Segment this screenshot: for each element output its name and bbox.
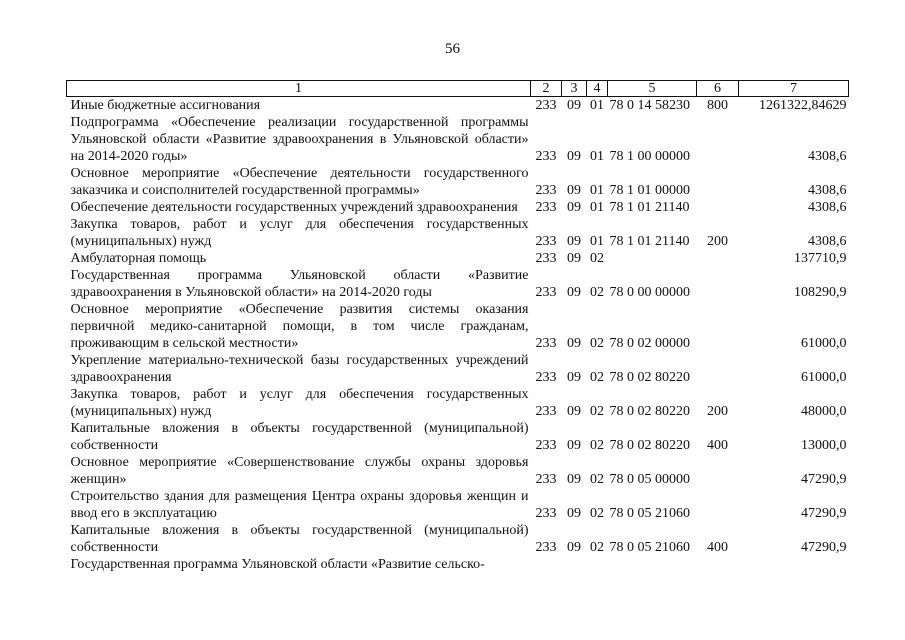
row-col-3: 09 (567, 149, 581, 164)
row-name: Капитальные вложения в объекты государственной (муниципальной) собственности (70, 421, 529, 453)
row-col-4: 01 (590, 149, 604, 164)
row-col-2: 233 (535, 251, 557, 266)
row-col-2: 233 (535, 336, 557, 351)
row-col-6 (697, 250, 739, 267)
row-col-4: 02 (590, 285, 604, 300)
row-col-3: 09 (567, 98, 581, 113)
row-col-4: 02 (590, 506, 604, 521)
table-row (67, 216, 849, 250)
row-col-7: 61000,0 (801, 370, 847, 385)
row-name: Основное мероприятие «Обеспечение развития системы оказания первичной медико-санитарной помощи, в том числе гражданам, проживающим в сельской местности» (70, 302, 529, 351)
row-name: Закупка товаров, работ и услуг для обеспечения государственных (муниципальных) нужд (70, 387, 529, 419)
row-name: Государственная программа Ульяновской области «Развитие здравоохранения в Ульяновской области» на 2014-2020 годы (70, 268, 529, 300)
row-col-2: 233 (535, 98, 557, 113)
row-col-6: 400 (707, 438, 728, 453)
row-col-7: 13000,0 (801, 438, 847, 453)
row-col-5: 78 0 05 21060 (609, 540, 690, 555)
row-col-2: 233 (535, 183, 557, 198)
row-col-7: 47290,9 (801, 540, 847, 555)
table-row (67, 522, 849, 556)
row-col-5: 78 0 02 80220 (609, 404, 690, 419)
row-name: Закупка товаров, работ и услуг для обеспечения государственных (муниципальных) нужд (70, 217, 529, 249)
row-name: Строительство здания для размещения Центра охраны здоровья женщин и ввод его в эксплуатацию (70, 489, 529, 521)
table-row (67, 488, 849, 522)
header-col-4: 4 (587, 81, 608, 97)
row-col-5: 78 0 02 80220 (609, 438, 690, 453)
row-col-7: 1261322,84629 (759, 98, 847, 113)
row-col-6: 200 (707, 404, 728, 419)
row-col-4: 02 (590, 438, 604, 453)
row-col-6 (697, 556, 739, 573)
row-col-6 (697, 352, 739, 386)
row-col-5: 78 0 00 00000 (609, 285, 690, 300)
row-col-7: 4308,6 (808, 183, 847, 198)
row-col-7: 48000,0 (801, 404, 847, 419)
row-name: Обеспечение деятельности государственных учреждений здравоохранения (70, 200, 518, 215)
row-col-3: 09 (567, 506, 581, 521)
row-col-2 (531, 556, 562, 573)
row-col-2: 233 (535, 438, 557, 453)
row-col-3: 09 (567, 234, 581, 249)
row-name: Государственная программа Ульяновской области «Развитие сельско- (70, 557, 485, 572)
row-name: Основное мероприятие «Совершенствование службы охраны здоровья женщин» (70, 455, 529, 487)
row-col-4 (587, 556, 608, 573)
row-col-7: 108290,9 (794, 285, 847, 300)
row-col-4: 01 (590, 98, 604, 113)
row-col-2: 233 (535, 472, 557, 487)
table-row (67, 199, 849, 216)
row-col-2: 233 (535, 404, 557, 419)
header-col-2: 2 (531, 81, 562, 97)
row-col-6: 800 (707, 98, 728, 113)
row-col-7: 137710,9 (794, 251, 847, 266)
table-row (67, 420, 849, 454)
row-col-4: 02 (590, 472, 604, 487)
table-row (67, 301, 849, 352)
row-col-4: 02 (590, 336, 604, 351)
table-header-row (67, 81, 849, 97)
table-row (67, 165, 849, 199)
table-row (67, 556, 849, 573)
row-col-5: 78 0 05 00000 (609, 472, 690, 487)
table-row (67, 114, 849, 165)
table-row (67, 267, 849, 301)
row-col-6 (697, 199, 739, 216)
table-row (67, 97, 849, 115)
page-number: 56 (445, 41, 460, 57)
row-col-7: 4308,6 (808, 234, 847, 249)
row-col-2: 233 (535, 285, 557, 300)
row-col-5: 78 1 01 21140 (609, 234, 690, 249)
row-col-3: 09 (567, 370, 581, 385)
table-body (67, 97, 849, 574)
row-col-2: 233 (535, 370, 557, 385)
row-col-5: 78 0 02 00000 (609, 336, 690, 351)
row-name: Амбулаторная помощь (70, 251, 207, 266)
row-col-4: 02 (590, 404, 604, 419)
row-col-3: 09 (567, 200, 581, 215)
row-col-4: 01 (590, 200, 604, 215)
row-col-3: 09 (567, 336, 581, 351)
row-col-5 (608, 556, 697, 573)
row-col-3: 09 (567, 438, 581, 453)
table-row (67, 352, 849, 386)
row-col-2: 233 (535, 506, 557, 521)
row-col-6 (697, 301, 739, 352)
row-name: Иные бюджетные ассигнования (70, 98, 261, 113)
row-col-5: 78 1 01 21140 (609, 200, 690, 215)
row-col-2: 233 (535, 234, 557, 249)
header-col-3: 3 (562, 81, 587, 97)
row-col-7: 61000,0 (801, 336, 847, 351)
row-col-7: 4308,6 (808, 149, 847, 164)
row-col-5: 78 0 05 21060 (609, 506, 690, 521)
row-col-7: 4308,6 (808, 200, 847, 215)
budget-table (66, 80, 849, 573)
row-name: Укрепление материально-технической базы государственных учреждений здравоохранения (70, 353, 529, 385)
row-col-3: 09 (567, 472, 581, 487)
row-col-6 (697, 165, 739, 199)
row-col-6: 400 (707, 540, 728, 555)
row-col-7 (739, 556, 849, 573)
row-col-5: 78 1 01 00000 (609, 183, 690, 198)
row-col-3: 09 (567, 285, 581, 300)
row-col-5 (608, 250, 697, 267)
row-col-6 (697, 267, 739, 301)
row-col-2: 233 (535, 149, 557, 164)
header-col-6: 6 (697, 81, 739, 97)
row-col-3: 09 (567, 183, 581, 198)
row-col-7: 47290,9 (801, 506, 847, 521)
header-col-1: 1 (67, 81, 531, 97)
table-row (67, 250, 849, 267)
row-col-5: 78 1 00 00000 (609, 149, 690, 164)
row-name: Подпрограмма «Обеспечение реализации государственной программы Ульяновской области «Развитие здравоохранения в Ульяновской области» на 2014-2020 годы» (70, 115, 529, 164)
row-col-4: 01 (590, 234, 604, 249)
table-row (67, 386, 849, 420)
row-col-7: 47290,9 (801, 472, 847, 487)
row-col-2: 233 (535, 200, 557, 215)
row-name: Основное мероприятие «Обеспечение деятельности государственного заказчика и соисполнителей государственной программы» (70, 166, 529, 198)
row-col-4: 01 (590, 183, 604, 198)
row-col-6 (697, 114, 739, 165)
row-col-3 (562, 556, 587, 573)
row-col-5: 78 0 02 80220 (609, 370, 690, 385)
row-col-6: 200 (707, 234, 728, 249)
table-row (67, 454, 849, 488)
header-col-7: 7 (739, 81, 849, 97)
row-col-3: 09 (567, 540, 581, 555)
row-name: Капитальные вложения в объекты государственной (муниципальной) собственности (70, 523, 529, 555)
row-col-6 (697, 488, 739, 522)
row-col-2: 233 (535, 540, 557, 555)
header-col-5: 5 (608, 81, 697, 97)
row-col-3: 09 (567, 251, 581, 266)
row-col-4: 02 (590, 370, 604, 385)
row-col-3: 09 (567, 404, 581, 419)
row-col-6 (697, 454, 739, 488)
row-col-4: 02 (590, 251, 604, 266)
row-col-4: 02 (590, 540, 604, 555)
row-col-5: 78 0 14 58230 (609, 98, 690, 113)
